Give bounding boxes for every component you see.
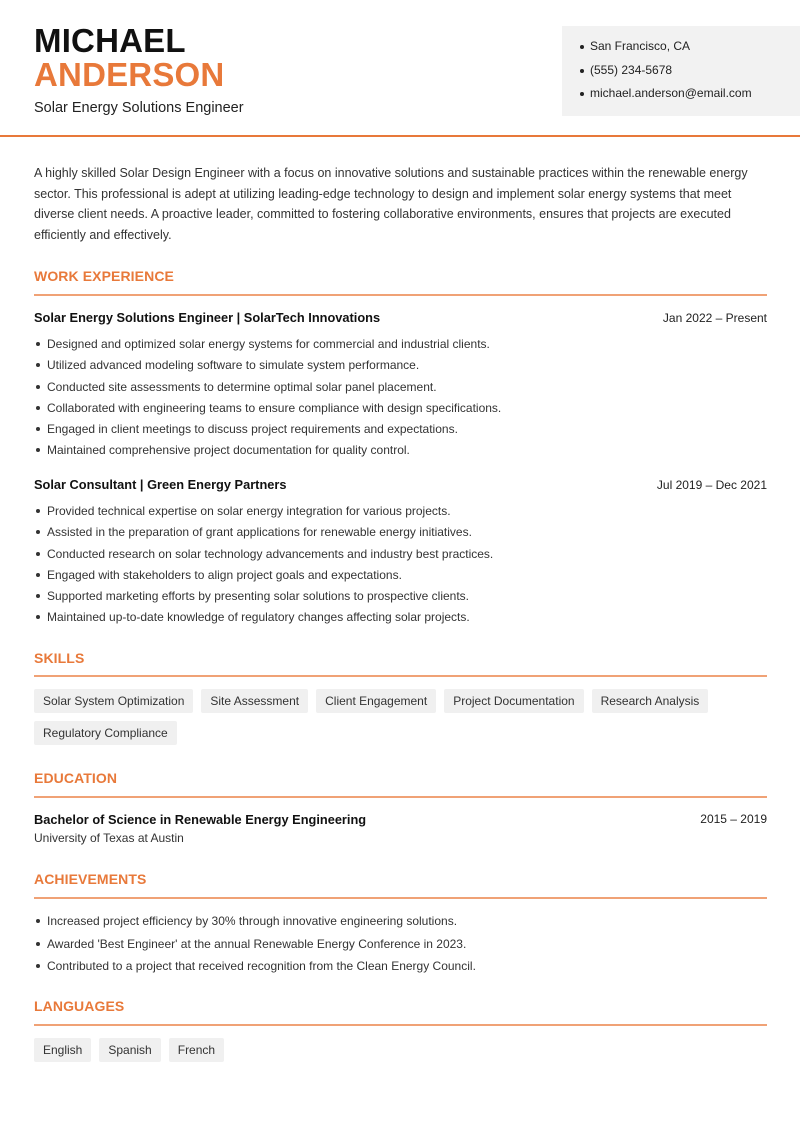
skills-list xyxy=(34,689,767,745)
first-name: MICHAEL xyxy=(34,22,186,59)
list-item: Increased project efficiency by 30% through innovative engineering solutions. xyxy=(34,913,767,936)
summary: A highly skilled Solar Design Engineer with a focus on innovative solutions and sustainable practices within the renewable energy sector. This professional is adept at utilizing leading-edge technology to design and implement solar energy systems that meet diverse client needs. A proactive leader, committed to fostering collaborative environments, ensures that projects are executed efficiently and effectively. xyxy=(34,166,748,242)
job-dates: Jul 2019 – Dec 2021 xyxy=(656,478,767,492)
section-title-work: WORK EXPERIENCE xyxy=(34,268,174,284)
list-item: Provided technical expertise on solar energy integration for various projects. xyxy=(34,503,767,524)
job-header xyxy=(34,477,767,493)
section-title-achievements: ACHIEVEMENTS xyxy=(34,871,147,887)
list-item: Supported marketing efforts by presenting solar solutions to prospective clients. xyxy=(34,588,767,609)
section-title-languages: LANGUAGES xyxy=(34,998,125,1014)
job-dates: Jan 2022 – Present xyxy=(662,311,767,325)
education-dates: 2015 – 2019 xyxy=(700,812,767,826)
language-chip: English xyxy=(34,1038,91,1062)
section-divider xyxy=(34,1024,767,1026)
list-item: Maintained comprehensive project documentation for quality control. xyxy=(34,442,767,463)
list-item: Utilized advanced modeling software to simulate system performance. xyxy=(34,357,767,378)
job-bullets xyxy=(34,503,767,631)
contact-email[interactable]: michael.anderson@email.com xyxy=(580,85,800,109)
list-item: Collaborated with engineering teams to ensure compliance with design specifications. xyxy=(34,400,767,421)
contact-box xyxy=(562,26,800,116)
professional-title: Solar Energy Solutions Engineer xyxy=(34,100,244,116)
job-role: Solar Energy Solutions Engineer | SolarTech Innovations xyxy=(34,310,381,325)
contact-location: San Francisco, CA xyxy=(580,38,800,62)
job-header xyxy=(34,310,767,326)
section-title-skills: SKILLS xyxy=(34,650,85,666)
list-item: Maintained up-to-date knowledge of regulatory changes affecting solar projects. xyxy=(34,609,767,630)
language-chip: French xyxy=(169,1038,224,1062)
job-bullets xyxy=(34,336,767,464)
skill-chip: Solar System Optimization xyxy=(34,689,193,713)
list-item: Engaged with stakeholders to align project goals and expectations. xyxy=(34,567,767,588)
list-item: Designed and optimized solar energy systems for commercial and industrial clients. xyxy=(34,336,767,357)
skill-chip: Research Analysis xyxy=(592,689,709,713)
section-divider xyxy=(34,675,767,677)
skill-chip: Client Engagement xyxy=(316,689,436,713)
skill-chip: Site Assessment xyxy=(201,689,308,713)
section-title-education: EDUCATION xyxy=(34,770,118,786)
list-item: Contributed to a project that received recognition from the Clean Energy Council. xyxy=(34,958,767,981)
list-item: Engaged in client meetings to discuss project requirements and expectations. xyxy=(34,421,767,442)
last-name: ANDERSON xyxy=(34,56,225,93)
list-item: Assisted in the preparation of grant applications for renewable energy initiatives. xyxy=(34,524,767,545)
resume-header xyxy=(0,0,800,137)
skill-chip: Regulatory Compliance xyxy=(34,721,177,745)
achievements-list xyxy=(34,913,767,981)
list-item: Conducted site assessments to determine optimal solar panel placement. xyxy=(34,379,767,400)
education-degree: Bachelor of Science in Renewable Energy Engineering xyxy=(34,812,367,827)
language-chip: Spanish xyxy=(99,1038,160,1062)
list-item: Awarded 'Best Engineer' at the annual Renewable Energy Conference in 2023. xyxy=(34,936,767,959)
section-divider xyxy=(34,796,767,798)
list-item: Conducted research on solar technology advancements and industry best practices. xyxy=(34,546,767,567)
languages-list xyxy=(34,1038,767,1062)
section-divider xyxy=(34,897,767,899)
contact-phone: (555) 234-5678 xyxy=(580,62,800,86)
skill-chip: Project Documentation xyxy=(444,689,583,713)
job-role: Solar Consultant | Green Energy Partners xyxy=(34,477,287,492)
education-school: University of Texas at Austin xyxy=(34,831,184,845)
section-divider xyxy=(34,294,767,296)
